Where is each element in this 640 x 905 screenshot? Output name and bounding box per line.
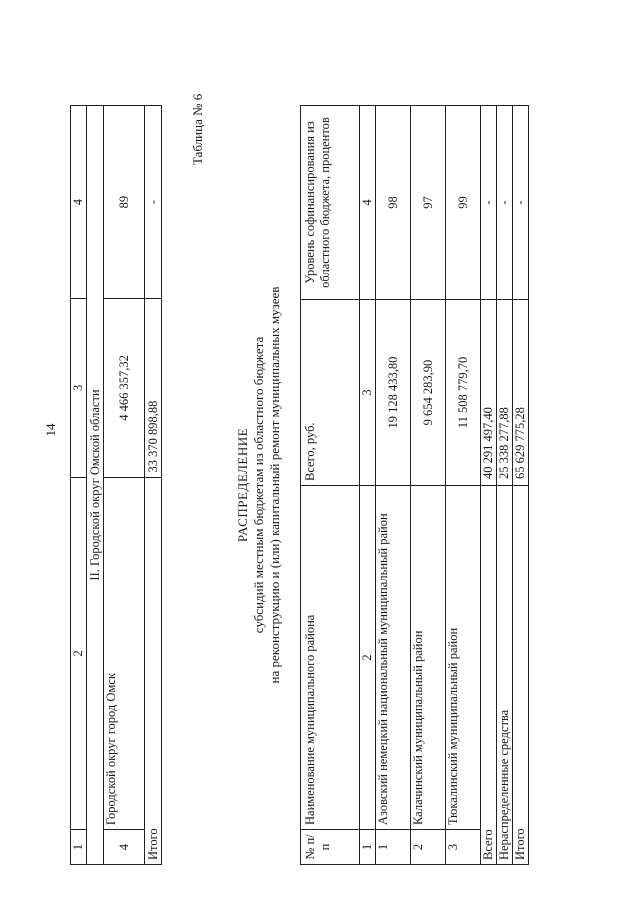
total-row — [497, 106, 513, 865]
table-row — [104, 106, 145, 865]
level: 97 — [411, 106, 446, 300]
col-number-4: 4 — [360, 106, 376, 300]
continuation-table — [70, 105, 162, 865]
section-title: II. Городской округ Омской области — [87, 106, 104, 865]
total-label: Нераспределенные средства — [497, 486, 513, 865]
total-level: - — [145, 106, 162, 299]
header-name: Наименование муниципального района — [301, 486, 360, 830]
amount: 19 128 433,80 — [376, 300, 411, 486]
title-main: РАСПРЕДЕЛЕНИЕ — [235, 427, 250, 543]
rotated-sheet — [20, 35, 620, 865]
header-amount: Всего, руб. — [301, 300, 360, 486]
document-title — [235, 105, 283, 865]
table-header-row — [71, 106, 87, 865]
total-label: Всего — [481, 486, 497, 865]
total-amount: 40 291 497,40 — [481, 300, 497, 486]
row-number: 2 — [411, 830, 446, 865]
total-level: - — [481, 106, 497, 300]
col-number-3: 3 — [360, 300, 376, 486]
table-row — [376, 106, 411, 865]
amount: 11 508 779,70 — [446, 300, 481, 486]
section-row — [87, 106, 104, 865]
distribution-table — [300, 105, 529, 865]
total-amount: 25 338 277,88 — [497, 300, 513, 486]
total-row — [481, 106, 497, 865]
district-name: Тюкалинский муниципальный район — [446, 486, 481, 830]
district-name: Азовский немецкий национальный муниципальный район — [376, 486, 411, 830]
total-label: Итого — [513, 486, 529, 865]
col-header-1: 1 — [71, 830, 87, 865]
total-amount: 33 370 898,88 — [145, 299, 162, 477]
district-name: Городской округ город Омск — [104, 477, 145, 830]
header-level: Уровень софинансирования из областного бюджета, процентов — [301, 106, 360, 300]
amount: 9 654 283,90 — [411, 300, 446, 486]
table-row — [411, 106, 446, 865]
table-row — [446, 106, 481, 865]
level: 89 — [104, 106, 145, 299]
level: 99 — [446, 106, 481, 300]
total-row — [145, 106, 162, 865]
table-label: Таблица № 6 — [190, 93, 205, 165]
row-number: 1 — [376, 830, 411, 865]
page-number: 14 — [43, 423, 58, 437]
total-amount: 65 629 775,28 — [513, 300, 529, 486]
col-number-2: 2 — [360, 486, 376, 830]
total-row — [513, 106, 529, 865]
title-line-1: субсидий местным бюджетам из областного бюджета — [251, 336, 266, 634]
total-label: Итого — [145, 477, 162, 864]
district-name: Калачинский муниципальный район — [411, 486, 446, 830]
col-header-2: 2 — [71, 477, 87, 830]
row-number: 3 — [446, 830, 481, 865]
col-header-3: 3 — [71, 299, 87, 477]
level: 98 — [376, 106, 411, 300]
total-level: - — [497, 106, 513, 300]
amount: 4 466 357,32 — [104, 299, 145, 477]
title-line-2: на реконструкцию и (или) капитальный ремонт муниципальных музеев — [267, 286, 282, 684]
col-header-4: 4 — [71, 106, 87, 299]
col-number-1: 1 — [360, 830, 376, 865]
total-level: - — [513, 106, 529, 300]
row-number: 4 — [104, 830, 145, 865]
header-num: № п/п — [301, 830, 360, 865]
table-header-row — [301, 106, 360, 865]
column-numbers-row — [360, 106, 376, 865]
